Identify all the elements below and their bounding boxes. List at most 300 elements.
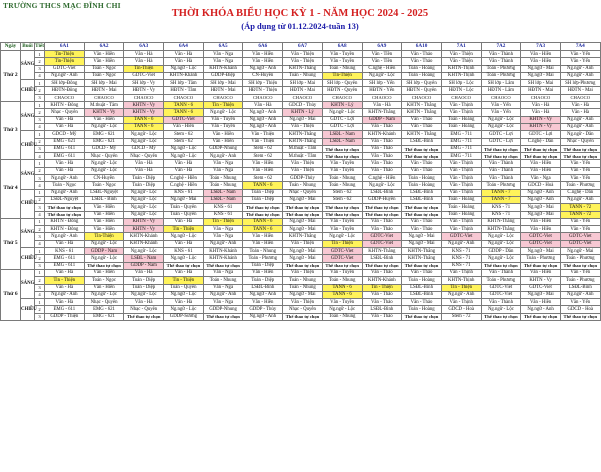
subject-cell: GDDP - Nam bbox=[124, 262, 164, 269]
subject-cell: Thể thao tự chọn bbox=[402, 313, 442, 320]
subject-cell: Toán - Hoàng bbox=[402, 65, 442, 72]
subject-cell: LSĐL-Bình bbox=[362, 255, 402, 262]
subject-cell: Văn - Thảo bbox=[402, 269, 442, 276]
subject-cell: Văn - Thiện bbox=[283, 123, 323, 130]
subject-cell: GDTC-Viet bbox=[521, 233, 561, 240]
table-row bbox=[1, 131, 601, 138]
subject-cell: Ng.ngữ - Lộc bbox=[481, 255, 521, 262]
class-header: 6A8 bbox=[322, 43, 362, 51]
class-header: 6A7 bbox=[283, 43, 323, 51]
subject-cell: Văn - Hà bbox=[243, 102, 283, 109]
subject-cell: Văn - Thiện bbox=[243, 131, 283, 138]
subject-cell: GDTC-Viet bbox=[362, 240, 402, 247]
subject-cell: Văn - Hiền bbox=[521, 51, 561, 58]
page-title: THỜI KHÓA BIỂU HỌC KỲ 1 - NĂM HỌC 2024 - 2025 bbox=[171, 8, 429, 19]
subject-cell: C.nghệ - Hiền bbox=[362, 65, 402, 72]
subject-cell: Toán - Hoàng bbox=[402, 175, 442, 182]
period-number: 1 bbox=[35, 299, 45, 306]
subject-cell: Văn - Thiện bbox=[283, 160, 323, 167]
subject-cell: Văn - Hiền bbox=[84, 204, 124, 211]
subject-cell: Ng.ngữ - Lộc bbox=[164, 145, 204, 152]
subject-cell: KHTN-Thắng bbox=[362, 248, 402, 255]
subject-cell: Tin - Thiện bbox=[203, 218, 243, 225]
subject-cell: Thể thao tự chọn bbox=[84, 262, 124, 269]
subject-cell: Ng.ngữ - Anh bbox=[45, 291, 85, 298]
subject-cell: Stem - 62 bbox=[164, 131, 204, 138]
subject-cell: KHTN-Khánh bbox=[164, 72, 204, 79]
subject-cell: Thể thao tự chọn bbox=[402, 145, 442, 152]
subject-cell: Văn - Yến bbox=[481, 102, 521, 109]
subject-cell: Văn - Thành bbox=[481, 299, 521, 306]
subject-cell: Ng.ngữ - Lộc bbox=[164, 255, 204, 262]
subject-cell: Toán - Hoàng bbox=[441, 196, 481, 203]
subject-cell: EMG - 711 bbox=[441, 153, 481, 160]
subject-cell: Ng.ngữ - Mai bbox=[521, 72, 561, 79]
subject-cell: Ng.ngữ - Anh bbox=[560, 72, 600, 79]
subject-cell: EMG - 611 bbox=[45, 306, 85, 313]
subject-cell: Ng.ngữ - Lộc bbox=[84, 240, 124, 247]
subject-cell: Ng.ngữ - Mai bbox=[283, 226, 323, 233]
subject-cell: Văn - Thảo bbox=[362, 299, 402, 306]
day-label: Thứ 6 bbox=[1, 269, 21, 320]
subject-cell: Văn - Thảo bbox=[402, 123, 442, 130]
subject-cell: Toán - Phương bbox=[481, 182, 521, 189]
subject-cell: KHTN - Vy bbox=[124, 226, 164, 233]
subject-cell: Văn - Thảo bbox=[402, 58, 442, 65]
subject-cell: Ng.ngữ - Lộc bbox=[124, 196, 164, 203]
subject-cell: GDTC-Viet bbox=[481, 284, 521, 291]
subject-cell: GDDP - Thiện bbox=[45, 313, 85, 320]
subject-cell: LSĐL-Bình bbox=[560, 284, 600, 291]
subject-cell: Văn - Nga bbox=[203, 160, 243, 167]
subject-cell: Văn - Hà bbox=[45, 167, 85, 174]
subject-cell: Ng.ngữ - Lộc bbox=[322, 306, 362, 313]
class-header: 6A5 bbox=[203, 43, 243, 51]
table-row bbox=[1, 87, 601, 94]
subject-cell: SH lớp - Tâm bbox=[164, 80, 204, 87]
subject-cell: CHAOCO bbox=[203, 94, 243, 101]
subject-cell: KHTN-Thịnh bbox=[441, 65, 481, 72]
subject-cell: CHAOCO bbox=[402, 94, 442, 101]
period-number: 3 bbox=[35, 204, 45, 211]
subject-cell: Văn - Hiền bbox=[521, 58, 561, 65]
subject-cell: GDDP - Nam bbox=[362, 116, 402, 123]
subject-cell: Ng.ngữ - Lộc bbox=[481, 233, 521, 240]
subject-cell: Ng.ngữ - Lộc bbox=[84, 255, 124, 262]
subject-cell: Ng.ngữ - Lộc bbox=[84, 160, 124, 167]
subject-cell: Văn - Thảo bbox=[362, 145, 402, 152]
subject-cell: Văn - Thiện bbox=[283, 299, 323, 306]
subject-cell: EMG - 621 bbox=[84, 131, 124, 138]
session-label: CHIỀU bbox=[21, 80, 35, 102]
subject-cell: Văn - Tiền bbox=[362, 58, 402, 65]
subject-cell: KNS - 61 bbox=[164, 248, 204, 255]
period-number: 1 bbox=[35, 189, 45, 196]
table-row bbox=[1, 240, 601, 247]
subject-cell: Toán - Nhung bbox=[322, 277, 362, 284]
subject-cell: KHTN-Khánh bbox=[124, 240, 164, 247]
subject-cell: GDTC - Lợi bbox=[322, 116, 362, 123]
subject-cell: KHTN-Thắng bbox=[481, 218, 521, 225]
subject-cell: CHAOCO bbox=[362, 94, 402, 101]
period-number: 2 bbox=[35, 196, 45, 203]
subject-cell: GDDP - Dân bbox=[481, 248, 521, 255]
subject-cell: CN-Huyền bbox=[243, 72, 283, 79]
subject-cell: Văn - Nga bbox=[203, 167, 243, 174]
subject-cell: Thể thao tự chọn bbox=[203, 313, 243, 320]
subject-cell: Văn - Hà bbox=[124, 167, 164, 174]
subject-cell: Nhạc - Quyên bbox=[124, 153, 164, 160]
session-column-header: Buổi bbox=[22, 42, 33, 49]
subject-cell: Văn - Thảo bbox=[362, 138, 402, 145]
timetable bbox=[0, 42, 601, 321]
subject-cell: Thể thao tự chọn bbox=[322, 211, 362, 218]
subject-cell: Văn - Tuyền bbox=[322, 51, 362, 58]
subject-cell: TANN - 7 bbox=[481, 196, 521, 203]
subject-cell: CHAOCO bbox=[560, 94, 600, 101]
subject-cell: Văn - Nga bbox=[203, 51, 243, 58]
period-number: 2 bbox=[35, 58, 45, 65]
subject-cell: KHTN-Thắng bbox=[481, 226, 521, 233]
subject-cell: Ng.ngữ - Anh bbox=[560, 123, 600, 130]
subject-cell: GDDP-Huyền bbox=[362, 196, 402, 203]
period-number: 4 bbox=[35, 153, 45, 160]
subject-cell: Văn - Hiền bbox=[521, 167, 561, 174]
subject-cell: KHTN-Thịnh bbox=[441, 277, 481, 284]
subject-cell: GDDP-Thủy bbox=[283, 175, 323, 182]
subject-cell: Toán - Nhung bbox=[283, 72, 323, 79]
subject-cell: Văn - Thịnh bbox=[441, 218, 481, 225]
subject-cell: Thể thao tự chọn bbox=[124, 313, 164, 320]
subject-cell: GDTC - Lợi bbox=[322, 123, 362, 130]
subject-cell: Thể thao tự chọn bbox=[283, 262, 323, 269]
subject-cell: Toán - Diệp bbox=[124, 277, 164, 284]
subject-cell: Văn - Thảo bbox=[402, 218, 442, 225]
subject-cell: TANN - 6 bbox=[322, 291, 362, 298]
period-number: 1 bbox=[35, 102, 45, 109]
subject-cell: Văn - Tiền bbox=[362, 51, 402, 58]
subject-cell: Văn - Hà bbox=[164, 218, 204, 225]
subject-cell: GDDP-Điệp bbox=[203, 72, 243, 79]
subject-cell: Toán - Nhung bbox=[283, 182, 323, 189]
subject-cell: Ng.ngữ - Mai bbox=[521, 204, 561, 211]
subject-cell: Văn - Hiền bbox=[243, 269, 283, 276]
subject-cell: Toán - Diệp bbox=[243, 277, 283, 284]
subject-cell: Ng.ngữ - Anh bbox=[203, 153, 243, 160]
table-row bbox=[1, 211, 601, 218]
subject-cell: LSĐL-Bình bbox=[402, 284, 442, 291]
subject-cell: Thể thao tự chọn bbox=[243, 211, 283, 218]
subject-cell: Văn - Hiền bbox=[521, 269, 561, 276]
subject-cell: SH lớp - Lộc bbox=[441, 80, 481, 87]
subject-cell: Thể thao tự chọn bbox=[322, 204, 362, 211]
subject-cell: TANN - 72 bbox=[560, 211, 600, 218]
subject-cell: CHAOCO bbox=[84, 94, 124, 101]
subject-cell: Văn - Thịnh bbox=[441, 299, 481, 306]
subject-cell: Văn - Thành bbox=[481, 167, 521, 174]
subject-cell: Ng.ngữ - Anh bbox=[521, 189, 561, 196]
subject-cell: Ng.ngữ - Mai bbox=[283, 196, 323, 203]
subject-cell: Tin - Thiện bbox=[203, 102, 243, 109]
subject-cell: EMG - 621 bbox=[84, 138, 124, 145]
subject-cell: Nhạc - Quyên bbox=[283, 189, 323, 196]
subject-cell: Stem - 62 bbox=[243, 145, 283, 152]
subject-cell: Văn - Yến bbox=[560, 175, 600, 182]
subject-cell: SH lớp - Yến bbox=[362, 80, 402, 87]
day-column-header: Ngày bbox=[1, 43, 21, 51]
subject-cell: Thể thao tự chọn bbox=[402, 262, 442, 269]
subject-cell: Ng.ngữ - Anh bbox=[441, 240, 481, 247]
class-header: 6A4 bbox=[164, 43, 204, 51]
subject-cell: CHAOCO bbox=[481, 94, 521, 101]
class-header: 6A2 bbox=[84, 43, 124, 51]
day-label: Thứ 4 bbox=[1, 160, 21, 218]
school-name: TRƯỜNG THCS MẠC ĐĨNH CHI bbox=[3, 1, 121, 10]
subject-cell: KHTN-Thắng bbox=[283, 233, 323, 240]
subject-cell: Toán - Phương bbox=[521, 255, 561, 262]
period-column-header: Tiết bbox=[35, 42, 44, 49]
subject-cell: Toán - Nhung bbox=[322, 175, 362, 182]
subject-cell: Ng.ngữ - Lộc bbox=[164, 291, 204, 298]
subject-cell: Toán - Diệp bbox=[243, 262, 283, 269]
subject-cell: Tin - Thiện bbox=[441, 284, 481, 291]
subject-cell: KNS - 61 bbox=[203, 211, 243, 218]
day-label: Thứ 5 bbox=[1, 218, 21, 269]
subject-cell: SH lớp - Mai bbox=[84, 80, 124, 87]
subject-cell: Toán - Hoàng bbox=[441, 211, 481, 218]
subject-cell: Ng.ngữ - Anh bbox=[243, 291, 283, 298]
subject-cell: Toán - Diệp bbox=[124, 284, 164, 291]
subject-cell: Toán - Phương bbox=[481, 65, 521, 72]
session-label: SÁNG bbox=[21, 160, 35, 189]
subject-cell: Thể thao tự chọn bbox=[203, 262, 243, 269]
subject-cell: GDCD - Hoà bbox=[521, 182, 561, 189]
subject-cell: KHTN - Thắng bbox=[402, 131, 442, 138]
subject-cell: TANN - 6 bbox=[243, 226, 283, 233]
subject-cell: Văn - Nga bbox=[521, 175, 561, 182]
subject-cell: Văn - Tuyền bbox=[322, 269, 362, 276]
period-number: 2 bbox=[35, 167, 45, 174]
subject-cell: Tin - Thiện bbox=[322, 240, 362, 247]
subject-cell: HĐTN - Mai bbox=[521, 87, 561, 94]
subject-cell: Toán - Hoàng bbox=[402, 306, 442, 313]
subject-cell: Văn - Thảo bbox=[362, 291, 402, 298]
subject-cell: Ng.ngữ - Lộc bbox=[481, 123, 521, 130]
subject-cell: Thể thao tự chọn bbox=[322, 262, 362, 269]
subject-cell: Văn - Thảo bbox=[402, 116, 442, 123]
subject-cell: Toán - Nhung bbox=[322, 313, 362, 320]
subject-cell: Văn - Tuyền bbox=[322, 218, 362, 225]
session-label: CHIỀU bbox=[21, 299, 35, 321]
subject-cell: TANN - 7 bbox=[481, 189, 521, 196]
subject-cell: KHTN - Đông bbox=[45, 226, 85, 233]
table-row bbox=[1, 109, 601, 116]
subject-cell: Văn - Hiền bbox=[243, 58, 283, 65]
subject-cell: Văn - Hà bbox=[124, 58, 164, 65]
subject-cell: Văn - Hiền bbox=[84, 218, 124, 225]
subject-cell: Nhạc - Quyên bbox=[560, 138, 600, 145]
subject-cell: Toán - Phương bbox=[243, 255, 283, 262]
subject-cell: Văn - Thịnh bbox=[441, 167, 481, 174]
subject-cell: KHTN - Vy bbox=[124, 109, 164, 116]
subject-cell: Văn - Hiền bbox=[203, 131, 243, 138]
subject-cell: TANN - 6 bbox=[164, 102, 204, 109]
subject-cell: GDDP-Nhung bbox=[203, 306, 243, 313]
subject-cell: KHTN - Vy bbox=[84, 109, 124, 116]
subject-cell: GDCD - Mỹ bbox=[84, 145, 124, 152]
subject-cell: Văn - Hà bbox=[124, 51, 164, 58]
subject-cell: Nhạc - Quyên bbox=[84, 153, 124, 160]
period-number: 2 bbox=[35, 87, 45, 94]
subject-cell: Thể thao tự chọn bbox=[481, 153, 521, 160]
subject-cell: Văn - Hà bbox=[560, 109, 600, 116]
subject-cell: Văn - Hiền bbox=[84, 226, 124, 233]
subject-cell: GDTC-Viet bbox=[560, 240, 600, 247]
subject-cell: EMG - 611 bbox=[45, 255, 85, 262]
subject-cell: KHTN-Thắng bbox=[402, 255, 442, 262]
subject-cell: Ng.ngữ - Mai bbox=[164, 196, 204, 203]
subject-cell: Văn - Tuyền bbox=[322, 167, 362, 174]
subject-cell: Toán - Phương bbox=[560, 255, 600, 262]
table-row bbox=[1, 116, 601, 123]
table-row bbox=[1, 196, 601, 203]
subject-cell: Văn - Hiền bbox=[521, 299, 561, 306]
subject-cell: Văn - Hà bbox=[560, 102, 600, 109]
subject-cell: Tin-Thiện bbox=[124, 65, 164, 72]
subject-cell: GDTC-Viet bbox=[481, 291, 521, 298]
subject-cell: KHTN - Vy bbox=[521, 116, 561, 123]
subject-cell: EMG - 611 bbox=[45, 262, 85, 269]
subject-cell: CHAOCO bbox=[124, 94, 164, 101]
subject-cell: Ng.ngữ - Lộc bbox=[164, 233, 204, 240]
subject-cell: Văn - Nga bbox=[203, 58, 243, 65]
subject-cell: GDDP - Nam bbox=[84, 248, 124, 255]
table-row bbox=[1, 123, 601, 130]
subject-cell: C.nghệ - Hiền bbox=[164, 182, 204, 189]
table-row bbox=[1, 226, 601, 233]
subject-cell: GDCD - Hoà bbox=[560, 306, 600, 313]
table-row bbox=[1, 175, 601, 182]
subject-cell: Văn - Hà bbox=[521, 109, 561, 116]
subject-cell: GDTC-Viet bbox=[362, 233, 402, 240]
subject-cell: Văn - Hà bbox=[164, 240, 204, 247]
subject-cell: Toán - Phương bbox=[560, 182, 600, 189]
subject-cell: Văn - Nga bbox=[203, 233, 243, 240]
subject-cell: Văn - Tuyền bbox=[322, 160, 362, 167]
subject-cell: Văn - Hà bbox=[164, 160, 204, 167]
subject-cell: KHTN-Thắng bbox=[362, 109, 402, 116]
subject-cell: Thể thao tự chọn bbox=[560, 153, 600, 160]
subject-cell: LSĐL-Bình bbox=[243, 284, 283, 291]
subject-cell: Văn - Thịnh bbox=[441, 189, 481, 196]
table-row bbox=[1, 182, 601, 189]
subject-cell: Ng.ngữ - Lộc bbox=[203, 109, 243, 116]
subject-cell: CHAOCO bbox=[441, 94, 481, 101]
subject-cell: Thể thao tự chọn bbox=[560, 262, 600, 269]
table-row bbox=[1, 204, 601, 211]
subject-cell: Ng.ngữ - Lộc bbox=[362, 72, 402, 79]
subject-cell: GDTC-Viet bbox=[560, 233, 600, 240]
subject-cell: Thể thao tự chọn bbox=[481, 313, 521, 320]
subject-cell: Ng.ngữ - Mai bbox=[521, 211, 561, 218]
subject-cell: KHTN - Thắng bbox=[402, 102, 442, 109]
subject-cell: Văn - Hiền bbox=[521, 226, 561, 233]
subject-cell: SH lớp - Quyên bbox=[402, 80, 442, 87]
table-row bbox=[1, 65, 601, 72]
subject-cell: LSĐL - Nam bbox=[203, 189, 243, 196]
subject-cell: Ng.ngữ - Anh bbox=[521, 306, 561, 313]
subject-cell: Toán - Hoàng bbox=[441, 204, 481, 211]
session-label: SÁNG bbox=[21, 102, 35, 131]
subject-cell: Ng.ngữ - Lộc bbox=[362, 182, 402, 189]
subject-cell: Văn - Hiền bbox=[84, 51, 124, 58]
subject-cell: Ng.ngữ - Anh bbox=[243, 109, 283, 116]
subject-cell: GDTC-Viet bbox=[124, 72, 164, 79]
subject-cell: Văn - Hà bbox=[164, 51, 204, 58]
subject-cell: GDCD - Hoà bbox=[441, 306, 481, 313]
subject-cell: EMG - 711 bbox=[441, 145, 481, 152]
subject-cell: HĐTN - Quyên bbox=[322, 87, 362, 94]
subject-cell: Văn - Hiền bbox=[84, 116, 124, 123]
subject-cell: Tin-Thiện bbox=[322, 72, 362, 79]
subject-cell: LSĐL - Nam bbox=[124, 255, 164, 262]
subject-cell: Văn - Tuyền bbox=[322, 226, 362, 233]
subject-cell: Văn - Yến bbox=[560, 299, 600, 306]
subject-cell: Stem - 62 bbox=[243, 175, 283, 182]
subject-cell: Ng.ngữ - Anh bbox=[45, 175, 85, 182]
subject-cell: CHAOCO bbox=[322, 94, 362, 101]
table-row bbox=[1, 51, 601, 58]
subject-cell: Stem - 62 bbox=[164, 138, 204, 145]
subject-cell: Văn - Thành bbox=[481, 51, 521, 58]
subject-cell: Văn - Thảo bbox=[362, 218, 402, 225]
subject-cell: KHTN - Lý bbox=[283, 109, 323, 116]
subject-cell: GDTC-Viet bbox=[322, 248, 362, 255]
period-number: 3 bbox=[35, 233, 45, 240]
subject-cell: SH lớp - Quyên bbox=[322, 80, 362, 87]
subject-cell: GDTC-Viet bbox=[441, 233, 481, 240]
period-number: 1 bbox=[35, 51, 45, 58]
day-label: Thứ 2 bbox=[1, 51, 21, 102]
subject-cell: Văn - Thiện bbox=[243, 138, 283, 145]
subject-cell: Văn - Hà bbox=[45, 269, 85, 276]
subject-cell: C.nghệ - Hiền bbox=[362, 175, 402, 182]
subject-cell: KHTN-Khánh bbox=[124, 233, 164, 240]
subject-cell: CHAOCO bbox=[521, 94, 561, 101]
subject-cell: Văn - Thiện bbox=[283, 269, 323, 276]
subject-cell: EMG - 621 bbox=[84, 306, 124, 313]
subject-cell: HĐTN-Đông bbox=[45, 87, 85, 94]
subject-cell: Nhạc - Quyên bbox=[283, 306, 323, 313]
subject-cell: Toán - Diệp bbox=[243, 189, 283, 196]
session-label: CHIỀU bbox=[21, 131, 35, 160]
table-row bbox=[1, 153, 601, 160]
subject-cell: KHTN-Thắng bbox=[283, 131, 323, 138]
subject-cell: Ng.ngữ - Mai bbox=[402, 233, 442, 240]
subject-cell: KNS - 71 bbox=[441, 262, 481, 269]
subject-cell: Văn - Tuyền bbox=[322, 299, 362, 306]
subject-cell: Ng.ngữ - Anh bbox=[560, 291, 600, 298]
period-number: 3 bbox=[35, 313, 45, 320]
subject-cell: HĐTN - Thiện bbox=[243, 87, 283, 94]
subject-cell: Ng.ngữ - Lộc bbox=[124, 248, 164, 255]
period-number: 4 bbox=[35, 72, 45, 79]
subject-cell: Văn - Thành bbox=[481, 160, 521, 167]
table-row bbox=[1, 233, 601, 240]
subject-cell: Thể thao tự chọn bbox=[283, 204, 323, 211]
subject-cell: Stem - 62 bbox=[322, 196, 362, 203]
table-row bbox=[1, 138, 601, 145]
